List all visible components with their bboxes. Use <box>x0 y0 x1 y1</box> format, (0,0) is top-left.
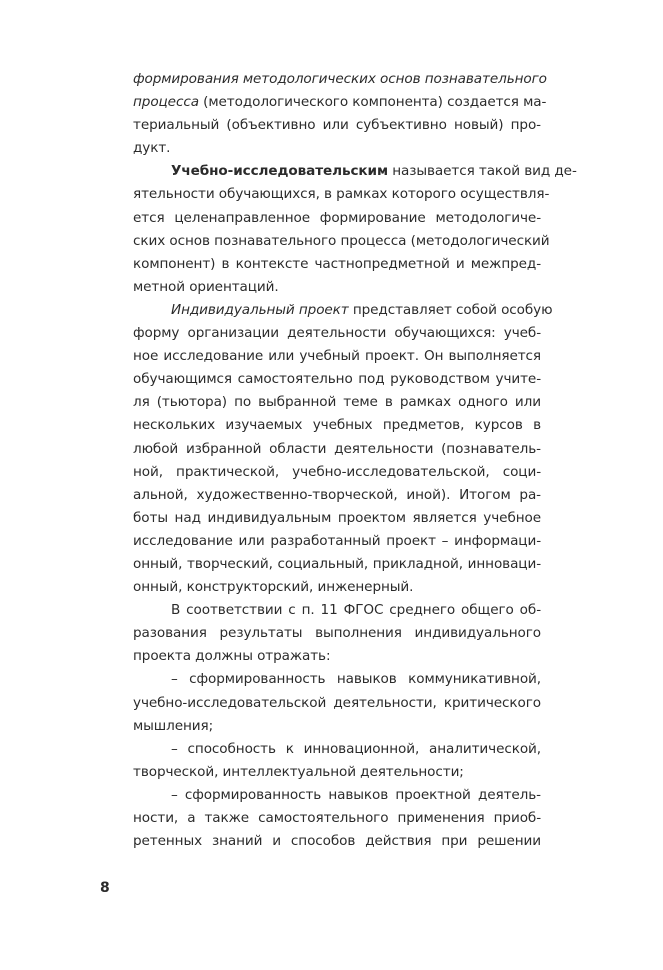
text-span: ное исследование или учебный проект. Он выполняется <box>133 348 541 365</box>
text-span: нескольких изучаемых учебных предметов, курсов в <box>133 417 541 434</box>
text-span: называется такой вид де- <box>387 163 577 180</box>
text-span: представляет собой особую <box>348 301 553 318</box>
text-line <box>133 668 541 691</box>
text-span: компонент) в контексте частнопредметной и межпред- <box>133 255 541 272</box>
text-span: метной ориентаций. <box>133 278 279 295</box>
text-line <box>133 576 541 599</box>
bold-term: Учебно-исследовательским <box>171 163 388 180</box>
text-span: онный, конструкторский, инженерный. <box>133 579 414 596</box>
text-span: онный, творческий, социальный, прикладной, инноваци- <box>133 555 541 572</box>
text-line <box>133 68 547 91</box>
text-line <box>133 438 541 461</box>
text-span: любой избранной области деятельности (познаватель- <box>133 440 541 457</box>
text-line <box>133 345 541 368</box>
text-span: ной, практической, учебно-исследовательской, соци- <box>133 463 541 480</box>
text-span: В соответствии с п. 11 ФГОС среднего общего об- <box>171 602 541 619</box>
text-line <box>133 622 541 645</box>
text-span: ля (тьютора) по выбранной теме в рамках одного или <box>133 394 541 411</box>
text-line <box>133 322 541 345</box>
text-span: ности, а также самостоятельного применения приоб- <box>133 810 541 826</box>
text-span: ется целенаправленное формирование методологиче- <box>133 209 541 226</box>
text-line <box>133 230 550 253</box>
text-span: дукт. <box>133 140 171 157</box>
text-span: – способность к инновационной, аналитической, <box>171 740 541 757</box>
text-line <box>133 645 541 668</box>
text-line <box>133 114 541 137</box>
text-span: – сформированность навыков проектной деятель- <box>171 786 541 803</box>
text-line <box>133 715 541 738</box>
text-line <box>133 553 541 576</box>
text-line <box>133 253 541 276</box>
text-span: териальный (объективно или субъективно новый) про- <box>133 117 541 134</box>
italic-term: процесса <box>133 94 199 111</box>
text-line <box>133 137 541 160</box>
text-line <box>133 391 541 414</box>
text-line <box>133 368 541 391</box>
text-line <box>133 160 577 183</box>
text-line <box>133 207 541 230</box>
text-span: боты над индивидуальным проектом является учебное <box>133 509 541 526</box>
text-line <box>133 414 541 437</box>
text-span: обучающимся самостоятельно под руководством учите- <box>133 371 541 388</box>
text-line <box>133 91 547 114</box>
text-line <box>133 738 541 761</box>
text-line <box>133 299 553 322</box>
text-span: альной, художественно-творческой, иной). Итогом ра- <box>133 486 541 503</box>
text-span: мышления; <box>133 717 214 734</box>
text-span: проекта должны отражать: <box>133 648 331 665</box>
text-span: творческой, интеллектуальной деятельности; <box>133 763 464 780</box>
text-line <box>133 807 541 830</box>
italic-term: Индивидуальный проект <box>171 301 349 318</box>
text-span: – сформированность навыков коммуникативной, <box>171 671 541 688</box>
italic-term: формирования методологических основ познавательного <box>133 71 547 87</box>
text-line <box>133 276 541 299</box>
text-line <box>133 784 541 807</box>
text-line <box>133 692 541 715</box>
text-span: форму организации деятельности обучающихся: учеб- <box>133 325 541 342</box>
text-span: ретенных знаний и способов действия при решении <box>133 833 541 850</box>
text-span: ских основ познавательного процесса (методологический <box>133 232 550 249</box>
text-line <box>133 484 541 507</box>
text-span: учебно-исследовательской деятельности, критического <box>133 694 541 711</box>
text-line <box>133 530 541 553</box>
text-line <box>133 461 541 484</box>
page-number: 8 <box>100 880 110 896</box>
text-span: исследование или разработанный проект – информаци- <box>133 532 541 549</box>
text-line <box>133 507 541 530</box>
text-line <box>133 599 541 622</box>
text-line <box>133 830 541 853</box>
text-line <box>133 761 541 784</box>
body-text <box>133 68 577 853</box>
text-span: (методологического компонента) создается ма- <box>198 94 547 111</box>
text-line <box>133 183 550 206</box>
text-span: разования результаты выполнения индивидуального <box>133 625 541 642</box>
text-span: ятельности обучающихся, в рамках которого осуществля- <box>133 186 550 203</box>
